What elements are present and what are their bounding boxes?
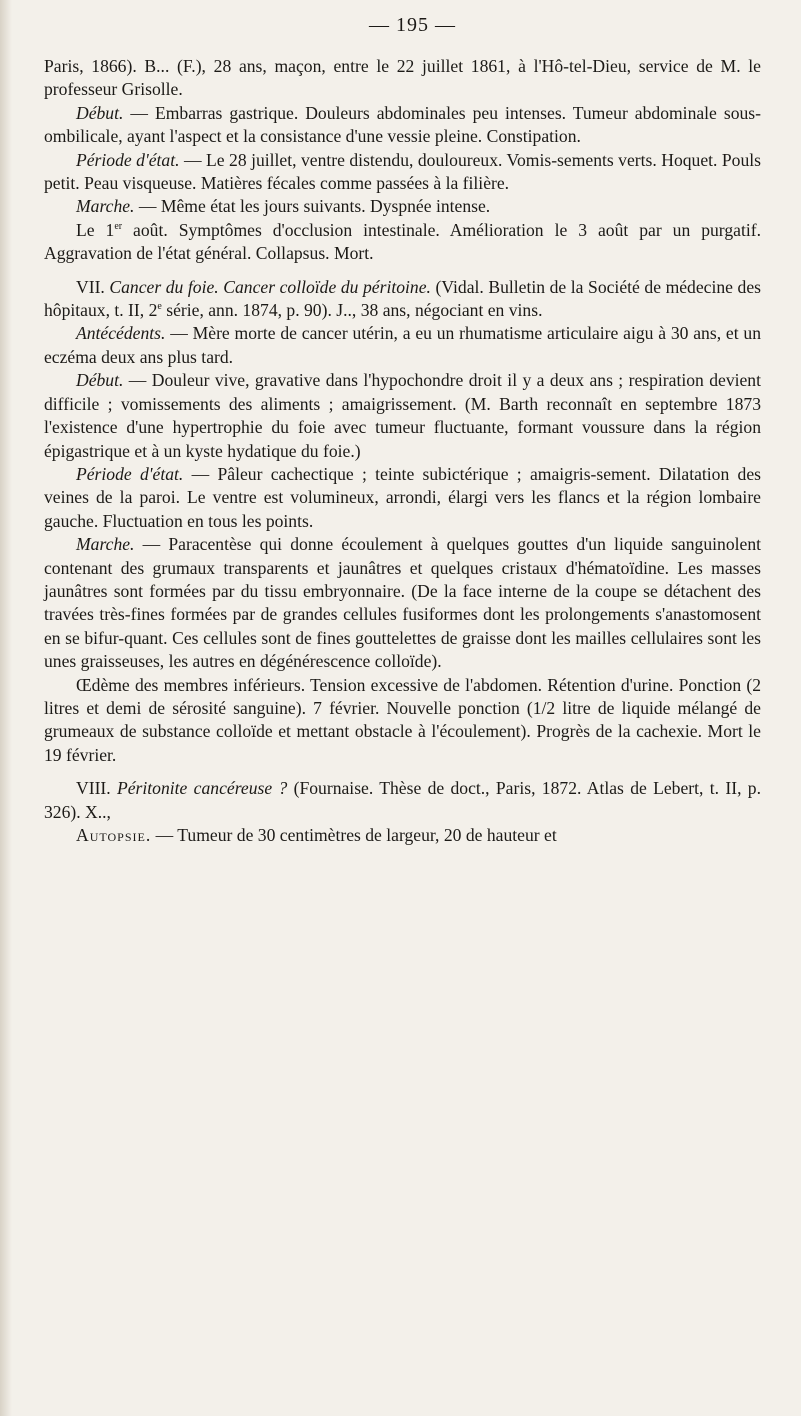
text-run: série, ann. 1874, p. 90). J.., 38 ans, négociant en vins. <box>161 300 543 321</box>
italic-run: Marche. <box>76 196 135 217</box>
italic-run: Marche. <box>76 534 135 555</box>
paragraph <box>44 533 761 673</box>
superscript-run: er <box>114 220 123 232</box>
small-caps-run: Autopsie. <box>76 825 152 845</box>
italic-run: Début. <box>76 370 124 391</box>
text-run: VIII. <box>76 778 117 799</box>
page-number: — 195 — <box>369 14 456 36</box>
italic-run: Cancer du foie. Cancer colloïde du péritoine. <box>109 276 431 297</box>
superscript-run: e <box>157 301 162 313</box>
case-heading-paragraph <box>44 276 761 323</box>
paragraph <box>44 463 761 533</box>
italic-run: Période d'état. <box>76 463 184 484</box>
text-run: Œdème des membres inférieurs. Tension excessive de l'abdomen. Rétention d'urine. Ponction (2 litres et demi de sérosité sanguine). 7 février. Nouvelle ponction (1/2 litre de liquide mélangé de grumeaux de substance colloïde et mettant obstacle à l'écoulement). Progrès de la cachexie. Mort le 19 février. <box>44 674 761 765</box>
text-run: Paris, 1866). B... (F.), 28 ans, maçon, entre le 22 juillet 1861, à l'Hô-tel-Dieu, service de M. le professeur Grisolle. <box>44 56 761 100</box>
paragraph <box>44 55 761 102</box>
text-run: (Fournaise. Thèse de doct., Paris, 1872. Atlas de Lebert, t. II, p. 326). X.., <box>44 778 761 822</box>
paragraph <box>44 824 761 847</box>
text-run: août. Symptômes d'occlusion intestinale. Amélioration le 3 août par un purgatif. Aggravation de l'état général. Collapsus. Mort. <box>44 219 761 264</box>
text-run: Le 1 <box>76 219 115 240</box>
text-run: — Tumeur de 30 centimètres de largeur, 20 de hauteur et <box>151 825 557 845</box>
text-run: — Mère morte de cancer utérin, a eu un rhumatisme articulaire aigu à 30 ans, et un eczéma deux ans plus tard. <box>44 323 761 367</box>
text-run: VII. <box>76 276 110 297</box>
text-run: — Même état les jours suivants. Dyspnée intense. <box>134 196 491 217</box>
case-heading-paragraph <box>44 777 761 824</box>
text-run: — Douleur vive, gravative dans l'hypochondre droit il y a deux ans ; respiration devient difficile ; vomissements des aliments ; amaigrissement. (M. Barth reconnaît en septembre 1873 l'existence d'une hypertrophie du foie avec tumeur fluctuante, formant voussure dans la région épigastrique et à un kyste hydatique du foie.) <box>44 370 761 461</box>
text-run: (Vidal. Bulletin de la Société de médecine des hôpitaux, t. II, 2 <box>44 276 761 321</box>
italic-run: Péritonite cancéreuse ? <box>117 778 288 799</box>
italic-run: Début. <box>76 102 124 123</box>
italic-run: Période d'état. <box>76 149 180 170</box>
paragraph <box>44 322 761 369</box>
paragraph <box>44 149 761 196</box>
paragraph <box>44 195 761 218</box>
text-run: — Paracentèse qui donne écoulement à quelques gouttes d'un liquide sanguinolent contenant des grumaux transparents et jaunâtres et quelques cristaux d'hématoïdine. Les masses jaunâtres sont formées par du tissu embryonnaire. (De la face interne de la coupe se détachent des travées très-fines formées par de grandes cellules fusiformes dont les prolongements s'anastomosent en se bifur-quant. Ces cellules sont de fines gouttelettes de graisse dont les mailles cellulaires sont les unes graisseuses, les autres en dégénérescence colloïde). <box>44 534 761 672</box>
paragraph <box>44 219 761 266</box>
paragraph <box>44 674 761 768</box>
text-run: — Pâleur cachectique ; teinte subictérique ; amaigris-sement. Dilatation des veines de la paroi. Le ventre est volumineux, arrondi, élargi vers les flancs et la région lombaire gauche. Fluctuation en tous les points. <box>44 463 762 531</box>
text-run: — Le 28 juillet, ventre distendu, douloureux. Vomis-sements verts. Hoquet. Pouls petit. Peau visqueuse. Matières fécales comme passées à la filière. <box>44 149 762 194</box>
paragraph <box>44 369 761 463</box>
text-run: — Embarras gastrique. Douleurs abdominales peu intenses. Tumeur abdominale sous-ombilicale, ayant l'aspect et la consistance d'une vessie pleine. Constipation. <box>44 102 761 147</box>
page-text <box>44 55 761 847</box>
italic-run: Antécédents. <box>76 323 166 344</box>
paragraph <box>44 102 761 149</box>
